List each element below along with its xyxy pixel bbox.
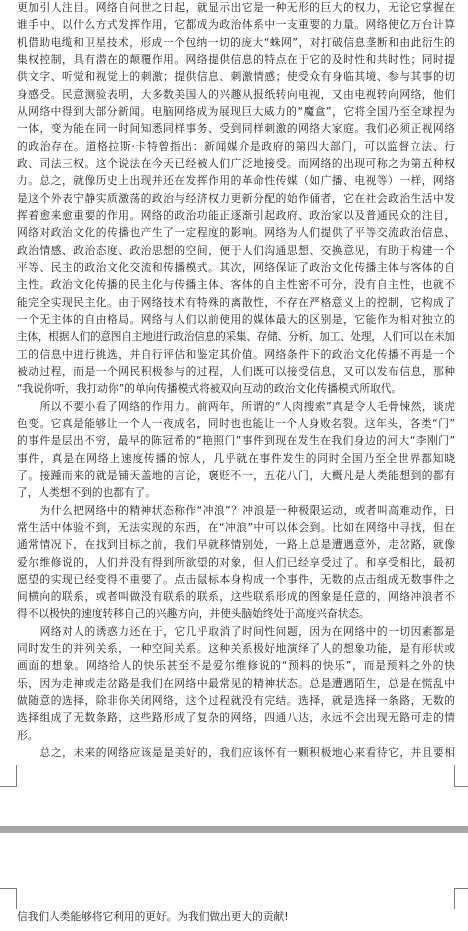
text-line: 总之，未来的网络应该是是美好的，我们应该怀有一颗积极地心来看待它，并且要相 bbox=[39, 746, 456, 760]
text-line: 更加引人注目。网络自问世之日起，就显示出它是一种无形的巨大的权力，无论它掌握在 bbox=[17, 1, 456, 14]
text-line: 主性。政治文化传播的民主化与传播主体、客体的自主性密不可分，没有自主性，也就不 bbox=[17, 278, 456, 292]
text-line: 做随意的选择，除非你关闭网络，这个过程就没有完结。选择，就是选择一条路，无数的 bbox=[17, 694, 456, 708]
text-line: “我说你听，我打动你”的单向传播模式将被双向互动的政治文化传播模式所取代。 bbox=[17, 382, 403, 396]
text-line: 一体，变为能在同一时间知悉同样事务、受到同样刺激的网络大家庭。我们必须正视网络 bbox=[17, 122, 456, 136]
text-line: 得不以极快的速度转移自己的兴趣方向，并使头脑始终处于高度兴奋状态。 bbox=[17, 607, 370, 621]
text-line: 被动过程，而是一个网民积极参与的过程，人们既可以接受信息，又可以发布信息，那种 bbox=[17, 364, 456, 378]
text-line: 机借助电缆和卫星技术，形成一个包纳一切的庞大“蛛网”，对打破信息垄断和由此衍生的 bbox=[17, 35, 456, 49]
text-boundary-corner-bottom-right bbox=[454, 765, 468, 787]
text-line: 愿望的实现已经变得不重要了。点击鼠标本身构成一个事件，无数的点击组成无数事件之 bbox=[17, 572, 456, 586]
text-line: 间横向的联系，或者叫做没有联系的联系，这些联系形成的图象是任意的，网络冲浪者不 bbox=[17, 590, 456, 604]
paragraph-5 bbox=[17, 744, 455, 761]
text-line: 供文字、听觉和视觉上的刺激；提供信息、刺激情感；使受众有身临其境、参与其事的切 bbox=[17, 70, 456, 84]
paragraph-5-continued bbox=[17, 908, 455, 925]
text-line: 所以不要小看了网络的作用力。前两年，所谓的“人肉搜索”真是令人毛骨悚然，谈虎 bbox=[39, 399, 456, 413]
paragraph-3 bbox=[17, 502, 455, 623]
text-line: 网络对政治文化的传播也产生了一定程度的影响。网络为人们提供了平等交流政治信息、 bbox=[17, 226, 456, 240]
text-line: 选择组成了无数条路，这些路形成了复杂的网络，四通八达，永远不会出现无路可走的情 bbox=[17, 711, 456, 725]
text-line: 挥着愈来愈重要的作用。网络的政治功能正逐渐引起政府、政治家以及普通民众的注目， bbox=[17, 208, 456, 222]
text-line: 色变。它真是能够让一个人一夜成名，同时也也能让一个人身败名裂。这年头，各类“门” bbox=[17, 416, 456, 430]
page-2-body-text bbox=[17, 908, 455, 925]
text-line: 为什么把网络中的精神状态称作“冲浪”？冲浪是一种极限运动，或者叫高难动作，日 bbox=[39, 503, 456, 517]
text-line: 是这个外表宁静实质激荡的政治与经济权力更新分配的始作俑者，它在社会政治生活中发 bbox=[17, 191, 456, 205]
paragraph-1 bbox=[17, 0, 455, 398]
text-line: 主体，根据人们的意图自主地进行政治信息的采集、存储、分析、加工、处理，人们可以在未加 bbox=[17, 330, 455, 344]
text-line: 信我们人类能够将它利用的更好。为我们做出更大的贡献! bbox=[17, 910, 289, 923]
text-boundary-corner-bottom-left bbox=[0, 765, 17, 787]
text-line: 网络对人的诱惑力还在于，它几乎取消了时间性问题，因为在网络中的一切因素都是 bbox=[39, 624, 456, 638]
text-line: 的政治存在。道格拉斯·卡特曾指出：新闻媒介是政府的第四大部门，可以监督立法、行 bbox=[17, 139, 456, 153]
text-boundary-corner-top-left bbox=[0, 888, 17, 909]
text-line: 了。接踵而来的就是铺天盖地的言论，褒贬不一，五花八门，大概凡是人类能想到的都有 bbox=[17, 468, 456, 482]
text-line: 爱尔维修说的，人们并没有得到所欲望的对象，但人们已经享受过了。和享受相比，最初 bbox=[17, 555, 456, 569]
text-line: 能完全实现民主化。由于网络技术有特殊的离散性，不存在严格意义上的控制，它构成了 bbox=[17, 295, 456, 309]
text-boundary-corner-top-right bbox=[454, 888, 468, 909]
paragraph-4 bbox=[17, 623, 455, 744]
text-line: 一个无主体的自由格局。网络与人们以前使用的媒体最大的区别是，它能作为相对独立的 bbox=[17, 312, 456, 326]
text-line: 政治情感、政治态度、政治思想的空间，便于人们沟通思想、交换意见，有助于构建一个 bbox=[17, 243, 456, 257]
text-line: 画面的想象。网络给人的快乐甚至不是爱尔维修说的“预料的快乐”，而是预料之外的快 bbox=[17, 659, 456, 673]
text-line: 谁手中、以什么方式发挥作用，它都成为政治体系中一支重要的力量。网络使亿万台计算 bbox=[17, 18, 456, 32]
text-line: 平等、民主的政治文化交流和传播模式。其次，网络保证了政治文化传播主体与客体的自 bbox=[17, 260, 456, 274]
text-line: 了，人类想不到的也都有了。 bbox=[17, 486, 156, 500]
text-line: 通常情况下，在找到目标之前，我们早就移情别处，一路上总是遭遇意外，走岔路，就像 bbox=[17, 538, 456, 552]
text-line: 同时发生的并列关系，一种空间关系。这种关系极好地演绎了人的想象功能，是有形状或 bbox=[17, 642, 456, 656]
text-line: 力。总之，就像历史上出现并还在发挥作用的革命性传媒（如广播、电视等）一样，网络 bbox=[17, 174, 456, 188]
text-line: 形。 bbox=[17, 728, 39, 742]
text-line: 集权控制，具有潜在的颠覆作用。网络提供信息的特点在于它的及时性和共时性；同时提 bbox=[17, 52, 456, 66]
page-break-separator bbox=[0, 826, 468, 833]
text-line: 身感受。民意测验表明，大多数美国人的兴趣从报纸转向电视，又由电视转向网络，他们 bbox=[17, 87, 456, 101]
text-line: 事件，真是在网络上速度传播的惊人，几乎就在事件发生的同时全国乃至全世界都知晓 bbox=[17, 451, 456, 465]
text-line: 政、司法三权。这个说法在今天已经被人们广泛地接受。而网络的出现可称之为第五种权 bbox=[17, 156, 456, 170]
paragraph-2 bbox=[17, 398, 455, 502]
text-line: 乐，因为走神或走岔路是我们在网络中最常见的精神状态。总是遭遇陌生，总是在慌乱中 bbox=[17, 676, 456, 690]
text-line: 的事件是层出不穷，最早的陈冠希的“艳照门”事件到现在发生在我们身边的河大“李刚门” bbox=[17, 434, 456, 448]
text-line: 从网络中得到大部分新闻。电脑网络成为展现巨大威力的“魔盒”，它将全国乃至全球捏为 bbox=[17, 104, 456, 118]
page-2 bbox=[0, 833, 468, 931]
page-1-body-text bbox=[17, 0, 455, 761]
text-line: 工的信息中进行挑选，并自行评估和鉴定其价值。网络条件下的政治文化传播不再是一个 bbox=[17, 347, 456, 361]
text-line: 常生活中体验不到，无法实现的东西，在“冲浪”中可以体会到。比如在网络中寻找，但在 bbox=[17, 520, 456, 534]
